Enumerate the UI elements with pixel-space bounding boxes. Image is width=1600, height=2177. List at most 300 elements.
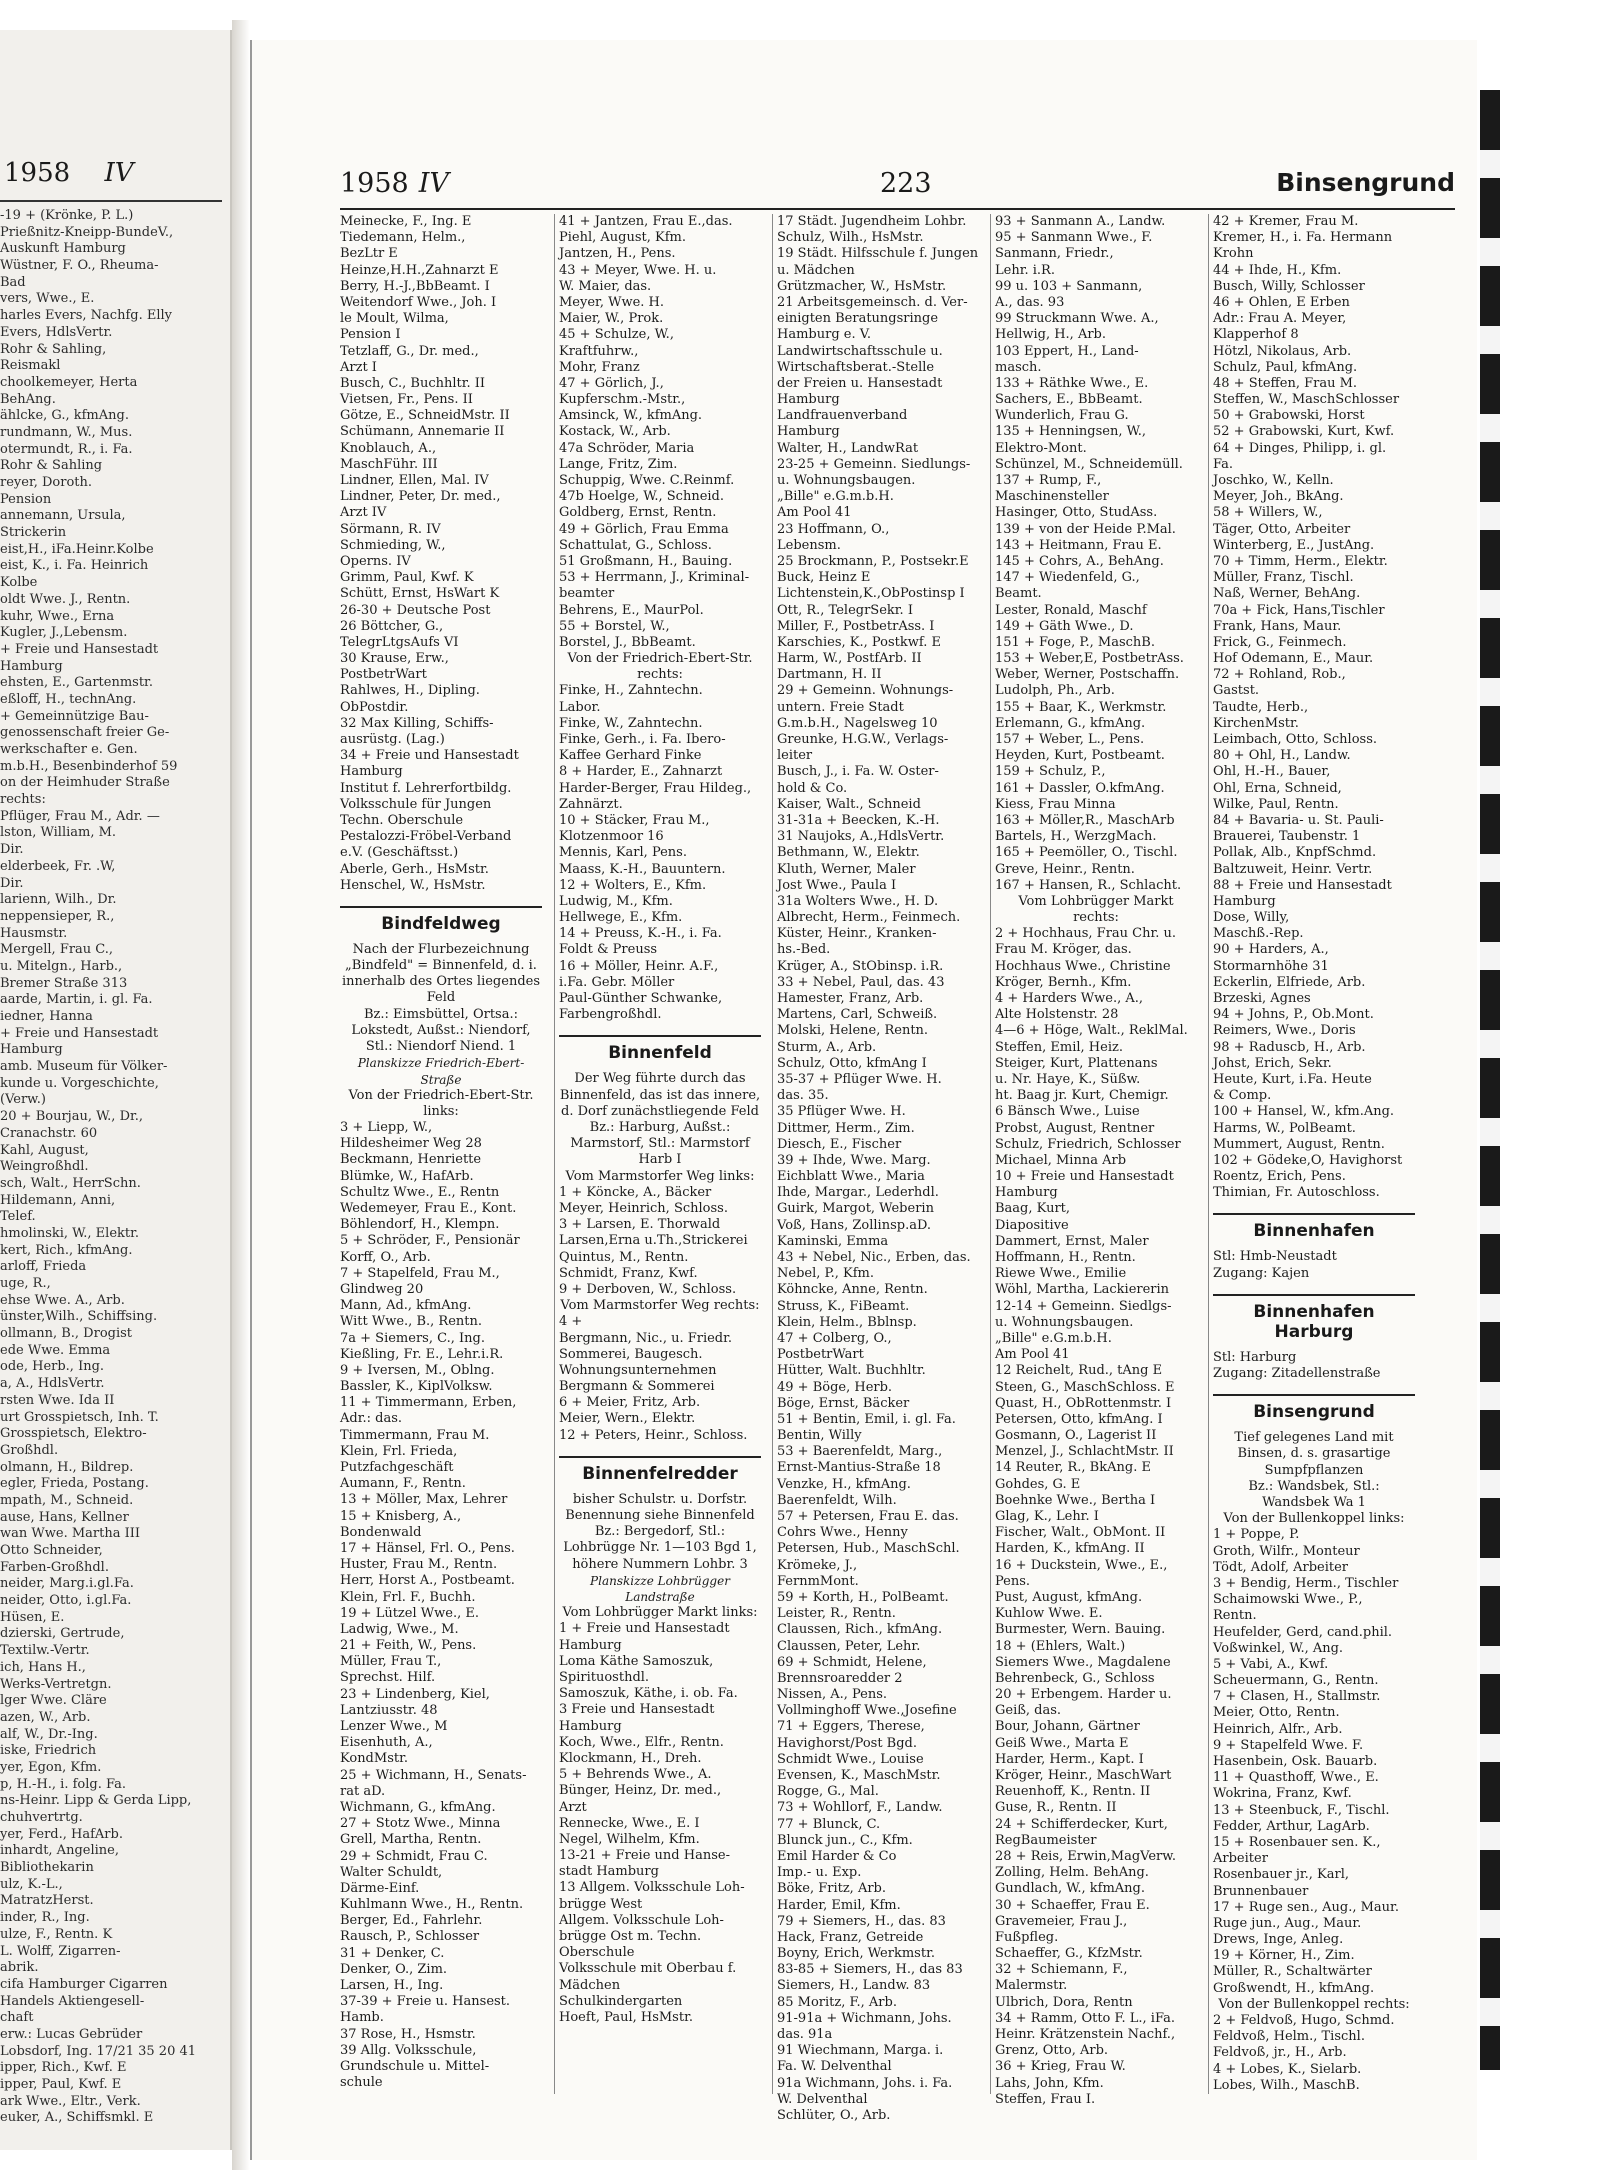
section-title-binnenhafen-harburg: Binnenhafen Harburg [1213,1294,1415,1342]
directory-entry: Malermstr. [995,1978,1068,1994]
directory-entry: PostbetrWart [340,667,427,683]
directory-entry: Schuppig, Wwe. C.Reinmf. [559,473,735,488]
directory-entry: 34 + Ramm, Otto F. L., iFa. [995,2010,1175,2026]
directory-entry: Schmidt Wwe., Louise [777,1751,924,1767]
previous-page-entry: otermundt, R., i. Fa. [0,441,133,457]
directory-entry: Mennis, Karl, Pens. [559,845,687,861]
previous-page-entry: Kolbe [0,575,38,591]
entry-list [555,1621,765,2026]
previous-page-header [4,158,224,188]
previous-page-entry: hmolinski, W., Elektr. [0,1225,140,1241]
directory-entry: 35 Pflüger Wwe. H. [777,1104,906,1120]
directory-entry: 153 + Weber,E, PostbetrAss. [995,651,1184,667]
section-direction: Vom Marmstorfer Weg rechts: [560,1298,760,1314]
directory-entry: 30 Krause, Erw., [340,651,449,667]
directory-entry: 7a + Siemers, C., Ing. [340,1330,485,1346]
directory-entry: Mann, Ad., kfmAng. [340,1298,472,1314]
directory-entry: Menzel, J., SchlachtMstr. II [995,1444,1174,1460]
directory-entry: Heyden, Kurt, Postbeamt. [995,748,1165,764]
header-rule [340,208,1455,210]
directory-entry: Wokrina, Franz, Kwf. [1213,1786,1352,1802]
directory-entry: Scheuermann, G., Rentn. [1213,1673,1379,1689]
directory-entry: Grützmacher, W., HsMstr. [777,278,947,294]
directory-entry: 49 + Böge, Herb. [777,1379,893,1395]
directory-entry: 13 + Steenbuck, F., Tischl. [1213,1802,1390,1818]
directory-entry: Harder, Emil, Kfm. [777,1897,901,1913]
directory-entry: Schulz, Friedrich, Schlosser [995,1136,1181,1152]
directory-entry: 84 + Bavaria- u. St. Pauli- [1213,812,1384,828]
directory-entry: Müller, Franz, Tischl. [1213,570,1354,586]
directory-entry: u. Mädchen [777,262,855,278]
directory-entry: 31a Wolters Wwe., H. D. [777,893,939,909]
directory-entry: Heufelder, Gerd, cand.phil. [1213,1624,1393,1640]
directory-entry: Wilke, Paul, Rentn. [1213,796,1339,812]
previous-page-entry: oldt Wwe. J., Rentn. [0,591,131,607]
previous-page-year: 1958 [4,158,71,188]
directory-entry: Eckerlin, Elfriede, Arb. [1213,974,1366,990]
directory-entry: le Moult, Wilma, [340,311,449,327]
directory-entry: Landfrauenverband [777,408,908,424]
directory-entry: Fedder, Arthur, LagArb. [1213,1818,1370,1834]
section-note: Nach der Flurbezeichnung „Bindfeld" = Binnenfeld, d. i. innerhalb des Ortes liegendes Feld [341,941,541,1006]
directory-entry: Buck, Heinz E [777,570,871,586]
directory-entry: G.m.b.H., Nagelsweg 10 [777,715,938,731]
directory-entry: Geiß Wwe., Marta E [995,1735,1129,1751]
directory-entry: 51 Großmann, H., Bauing. [559,553,733,569]
directory-entry: 11 + Quasthoff, Wwe., E. [1213,1770,1379,1786]
directory-entry: Diesch, E., Fischer [777,1136,902,1152]
directory-entry: 47 + Görlich, J., [559,375,664,391]
directory-entry: Larsen,Erna u.Th.,Strickerei [559,1233,748,1249]
directory-entry: hs.-Bed. [777,942,831,958]
directory-entry: 23 + Lindenberg, Kiel, [340,1686,490,1702]
directory-entry: Larsen, H., Ing. [340,1978,444,1994]
previous-page-entry: iedner, Hanna [0,1009,93,1024]
previous-page-entry: chuhvertrtg. [0,1810,83,1825]
directory-entry: Ernst-Mantius-Straße 18 [777,1460,941,1476]
directory-entry: Albrecht, Herm., Feinmech. [777,910,961,926]
directory-entry: Volksschule mit Oberbau f. [559,1961,737,1977]
directory-entry: Böge, Ernst, Bäcker [777,1395,910,1411]
directory-entry: Sörmann, R. IV [340,521,441,537]
directory-entry: Weber, Werner, Postschaffn. [995,667,1180,683]
directory-entry: 1 + Köncke, A., Bäcker [559,1184,712,1200]
previous-page-entry: + Freie und Hansestadt [0,1025,159,1041]
directory-entry: Voß, Hans, Zollinsp.aD. [777,1217,932,1233]
directory-entry: Kiess, Frau Minna [995,796,1116,812]
previous-page-entry: Lobsdorf, Ing. 17/21 35 20 41 [0,2043,197,2059]
directory-entry: 91-91a + Wichmann, Johs. [777,2010,952,2026]
entry-list [555,683,765,1023]
directory-entry: Böke, Fritz, Arb. [777,1881,887,1897]
previous-page-entry: eßloff, H., technAng. [0,691,137,707]
directory-entry: u. Wohnungsbaugen. [777,473,916,488]
directory-entry: 12 + Peters, Heinr., Schloss. [559,1427,748,1443]
directory-entry: Ulbrich, Dora, Rentn [995,1994,1133,2010]
directory-entry: Schmieding, W., [340,537,446,553]
directory-entry: 6 + Meier, Fritz, Arb. [559,1395,701,1411]
directory-entry: Koch, Wwe., Elfr., Rentn. [559,1734,724,1750]
directory-entry: Gosmann, O., Lagerist II [995,1428,1157,1444]
directory-entry: 31-31a + Beecken, K.-H. [777,812,940,828]
directory-entry: Meyer, Joh., BkAng. [1213,489,1344,505]
directory-entry: Maier, W., Prok. [559,311,664,327]
directory-entry: 21 Arbeitsgemeinsch. d. Ver- [777,294,968,310]
directory-entry: Am Pool 41 [777,505,852,521]
directory-entry: schule [340,2075,383,2091]
directory-entry: Zugang: Kajen [1213,1265,1310,1281]
directory-entry: 15 + Rosenbauer sen. K., [1213,1834,1381,1850]
previous-page-entry: Prießnitz-Kneipp-BundeV., [0,224,174,240]
previous-page-entry: Rohr & Sahling [0,458,103,474]
directory-entry: 14 Reuter, R., BkAng. E [995,1460,1151,1476]
directory-entry: 90 + Harders, A., [1213,942,1329,958]
previous-page-entry: ipper, Paul, Kwf. E [0,2077,122,2092]
previous-page-entry: + Freie und Hansestadt [0,641,159,657]
section-title-binsengrund: Binsengrund [1213,1394,1415,1422]
directory-entry: Frank, Hans, Maur. [1213,618,1342,634]
directory-entry: Riewe Wwe., Emilie [995,1266,1127,1282]
entry-list [1209,1527,1419,1996]
previous-page-entry: ehse Wwe. A., Arb. [0,1292,125,1308]
directory-entry: Roentz, Erich, Pens. [1213,1169,1346,1185]
directory-entry: Rentn. [1213,1608,1257,1624]
directory-entry: Lester, Ronald, Maschf [995,602,1147,618]
previous-page-entry: Reismakl [0,358,61,374]
directory-entry: Hoffmann, H., Rentn. [995,1250,1136,1266]
directory-entry: Schaeffer, G., KfzMstr. [995,1946,1143,1962]
directory-entry: 165 + Peemöller, O., Tischl. [995,845,1178,861]
directory-entry: Emil Harder & Co [777,1848,897,1864]
directory-entry: Lichtenstein,K.,ObPostinsp I [777,586,965,602]
section-direction: Von der Friedrich-Ebert-Str. links: [348,1087,534,1119]
previous-page-entry: ünster,Wilh., Schiffsing. [0,1309,158,1325]
previous-page-entry: 20 + Bourjau, W., Dr., [0,1109,144,1125]
directory-entry: Henschel, W., HsMstr. [340,877,486,893]
directory-entry: Taudte, Herb., [1213,699,1309,715]
directory-entry: Aumann, F., Rentn. [340,1476,466,1492]
directory-entry: Spirituosthdl. [559,1670,650,1686]
directory-entry: Lobes, Wilh., MaschB. [1213,2077,1360,2093]
directory-entry: Sturm, A., Arb. [777,1039,877,1055]
directory-entry: A., das. 93 [995,294,1065,310]
previous-page-entry: u. Mitelgn., Harb., [0,958,123,974]
directory-entry: Beamt. [995,586,1042,602]
directory-entry: FernmMont. [777,1573,859,1589]
directory-entry: 30 + Schaeffer, Frau E. [995,1897,1150,1913]
directory-entry: Grimm, Paul, Kwf. K [340,570,474,586]
directory-entry: 8 + Harder, E., Zahnarzt [559,764,723,780]
directory-entry: Operns. IV [340,553,411,569]
directory-entry: 79 + Siemers, H., das. 83 [777,1913,946,1929]
previous-page-entry: olmann, H., Bildrep. [0,1459,134,1475]
directory-entry: Grenz, Otto, Arb. [995,2043,1109,2059]
directory-entry: Hamburg [1213,893,1276,909]
previous-page-entry: ode, Herb., Ing. [0,1359,105,1375]
directory-entry: Hamburg [995,1185,1058,1201]
page-volume: IV [418,168,449,199]
directory-entry: 91 Wiechmann, Marga. i. [777,2043,944,2059]
directory-entry: Miller, F., PostbetrAss. I [777,618,935,634]
directory-entry: 5 + Schröder, F., Pensionär [340,1233,520,1249]
directory-entry: Müller, R., Schaltwärter [1213,1964,1372,1980]
directory-entry: Weitendorf Wwe., Joh. I [340,294,497,310]
directory-entry: 58 + Willers, W., [1213,505,1323,521]
directory-entry: u. Wohnungsbaugen. [995,1314,1134,1330]
directory-entry: 135 + Henningsen, W., [995,424,1146,440]
directory-entry: 85 Moritz, F., Arb. [777,1994,897,2010]
directory-entry: Kröger, Bernh., Kfm. [995,974,1132,990]
directory-entry: Schümann, Annemarie II [340,424,505,440]
directory-entry: Hamb. [340,2010,384,2026]
previous-page-entry: euker, A., Schiffsmkl. E [0,2110,154,2126]
directory-entry: 133 + Räthke Wwe., E. [995,375,1149,391]
directory-entry: Zugang: Zitadellenstraße [1213,1366,1381,1381]
directory-entry: Maass, K.-H., Bauuntern. [559,861,726,877]
previous-page-entry: Wüstner, F. O., Rheuma- [0,258,159,274]
page-year: 1958 [340,168,409,199]
directory-entry: 43 + Nebel, Nic., Erben, das. [777,1250,971,1265]
directory-entry: 53 + Baerenfeldt, Marg., [777,1444,943,1460]
directory-entry: Schattulat, G., Schloss. [559,537,712,553]
directory-entry: Kießling, Fr. E., Lehr.i.R. [340,1346,504,1362]
directory-entry: Fußpfleg. [995,1929,1059,1945]
directory-entry: Frau M. Kröger, das. [995,942,1132,958]
directory-entry: Denker, O., Zim. [340,1961,448,1977]
directory-entry: 37 Rose, H., Hsmstr. [340,2026,476,2042]
directory-entry: hold & Co. [777,780,848,796]
page-year-volume [340,168,449,199]
directory-entry: Klein, Frl. F., Buchh. [340,1589,476,1605]
previous-page-entry: m.b.H., Besenbinderhof 59 [0,758,178,774]
directory-entry: Brennsroaredder 2 [777,1670,903,1686]
directory-entry: Mummert, August, Rentn. [1213,1136,1385,1152]
directory-entry: Blümke, W., HafArb. [340,1168,474,1184]
directory-entry: Wohnungsunternehmen [559,1362,717,1378]
directory-entry: Maschß.-Rep. [1213,926,1304,942]
previous-page-entry: rsten Wwe. Ida II [0,1392,115,1408]
previous-page-entry: a, A., HdlsVertr. [0,1376,105,1392]
directory-entry: 5 + Vabi, A., Kwf. [1213,1656,1329,1672]
directory-entry: 151 + Foge, P., MaschB. [995,634,1155,650]
directory-entry: Rosenbauer jr., Karl, [1213,1867,1350,1883]
directory-entry: Täger, Otto, Arbeiter [1213,521,1351,537]
directory-entry: Gastst. [1213,683,1260,699]
directory-entry: Borstel, J., BbBeamt. [559,634,696,650]
directory-entry: 3 + Bendig, Herm., Tischler [1213,1575,1399,1591]
section-note: Benennung siehe Binnenfeld [565,1508,755,1524]
directory-entry: Heinr. Krätzenstein Nachf., [995,2027,1176,2043]
directory-entry: Boyny, Erich, Werkmstr. [777,1946,935,1962]
directory-entry: ausrüstg. (Lag.) [340,732,445,747]
directory-entry: Steffen, W., MaschSchlosser [1213,392,1400,408]
directory-entry: Voßwinkel, W., Ang. [1213,1640,1344,1656]
directory-entry: & Comp. [1213,1088,1272,1104]
directory-entry: 98 + Raduscb, H., Arb. [1213,1039,1366,1055]
directory-entry: einigten Beratungsringe [777,311,939,327]
directory-entry: 25 + Wichmann, H., Senats- [340,1767,527,1783]
previous-page-entry: Kugler, J.,Lebensm. [0,625,128,641]
directory-entry: Kaiser, Walt., Schneid [777,796,921,812]
previous-page-entry: harles Evers, Nachfg. Elly [0,308,172,324]
page-number: 223 [880,168,932,199]
directory-entry: 32 Max Killing, Schiffs- [340,715,494,731]
previous-page-entry: Hildemann, Anni, [0,1192,116,1208]
directory-entry: 3 + Liepp, W., [340,1120,433,1136]
entry-list [555,214,765,651]
directory-entry: Wöhl, Martha, Lackiererin [995,1282,1170,1298]
previous-page-entry: rechts: [0,792,46,808]
directory-entry: Kaminski, Emma [777,1233,889,1249]
previous-page-entry: wan Wwe. Martha III [0,1526,140,1542]
directory-entry: Hamester, Franz, Arb. [777,991,924,1006]
directory-entry: Tiedemann, Helm., [340,230,466,246]
directory-entry: 7 + Stapelfeld, Frau M., [340,1265,500,1281]
directory-entry: Heute, Kurt, i.Fa. Heute [1213,1071,1372,1087]
directory-entry: Vollminghoff Wwe.,Josefine [777,1703,957,1719]
directory-entry: Finke, W., Zahntechn. [559,715,703,731]
previous-page-entry: Telef. [0,1209,36,1225]
entry-list [1209,1350,1419,1382]
previous-page-fragment [0,30,232,2150]
section-district: Bz.: Wandsbek, Stl.: Wandsbek Wa 1 [1248,1478,1380,1510]
directory-entry: Tetzlaff, G., Dr. med., [340,343,479,359]
previous-page-entry: ark Wwe., Eltr., Verk. [0,2093,141,2109]
previous-page-entry: kert, Rich., kfmAng. [0,1242,133,1258]
directory-entry: 145 + Cohrs, A., BehAng. [995,553,1164,569]
directory-entry: 19 + Lützel Wwe., E. [340,1605,479,1621]
directory-entry: Naß, Werner, BehAng. [1213,586,1361,602]
previous-page-entry: reyer, Doroth. [0,475,93,490]
previous-page-entry: ns-Heinr. Lipp & Gerda Lipp, [0,1793,192,1809]
directory-entry: Korff, O., Arb. [340,1249,431,1265]
directory-entry: Quast, H., ObRottenmstr. I [995,1395,1172,1411]
directory-entry: Schultz Wwe., E., Rentn [340,1184,500,1200]
directory-entry: Hütter, Walt. Buchhltr. [777,1363,926,1379]
directory-entry: Busch, Willy, Schlosser [1213,278,1365,294]
directory-entry: Petersen, Hub., MaschSchl. [777,1541,960,1557]
previous-page-entry: abrik. [0,1960,39,1976]
directory-entry: 7 + Clasen, H., Stallmstr. [1213,1689,1381,1705]
directory-entry: 9 + Stapelfeld Wwe. F. [1213,1737,1364,1753]
directory-entry: Claussen, Peter, Lehr. [777,1638,921,1654]
directory-entry: „Bille" e.G.m.b.H. [777,489,894,505]
entry-list [1209,1249,1419,1281]
directory-entry: Piehl, August, Kfm. [559,230,686,246]
directory-entry: Schulkindergarten [559,1993,683,2009]
directory-entry: Ludwig, M., Kfm. [559,893,673,909]
directory-entry: Dittmer, Herm., Zim. [777,1120,915,1136]
directory-entry: 17 Städt. Jugendheim Lohbr. [777,214,967,229]
directory-entry: 47a Schröder, Maria [559,440,695,456]
directory-entry: Amsinck, W., kfmAng. [559,408,703,424]
directory-entry: Wirtschaftsberat.-Stelle [777,359,935,375]
directory-entry: 12 + Wolters, E., Kfm. [559,877,707,893]
previous-page-entry: Bremer Straße 313 [0,975,128,991]
directory-entry: 44 + Ihde, H., Kfm. [1213,262,1342,278]
directory-entry: 2 + Feldvoß, Hugo, Schmd. [1213,2013,1395,2029]
directory-entry: Hochhaus Wwe., Christine [995,958,1171,974]
previous-page-entry: vers, Wwe., E. [0,291,95,307]
directory-entry: Johst, Erich, Sekr. [1213,1055,1332,1071]
section-direction: Vom Lohbrügger Markt links: [562,1605,758,1621]
section-district: Bz.: Eimsbüttel, Ortsa.: Lokstedt, Außst.: Niendorf, Stl.: Niendorf Niend. 1 [351,1006,531,1055]
directory-entry: Gundlach, W., kfmAng. [995,1881,1145,1897]
directory-entry: Boehnke Wwe., Bertha I [995,1492,1156,1508]
directory-entry: 167 + Hansen, R., Schlacht. [995,877,1182,893]
directory-entry: Fa. W. Delventhal [777,2059,892,2075]
previous-page-entry: ich, Hans H., [0,1659,86,1675]
directory-entry: Hamburg [777,424,840,440]
street-header: Binsengrund [1276,168,1455,197]
directory-entry: 37-39 + Freie u. Hansest. [340,1994,511,2010]
directory-entry: 73 + Wohllorf, F., Landw. [777,1800,943,1816]
directory-entry: Wichmann, G., kfmAng. [340,1799,496,1815]
directory-entry: Hack, Franz, Getreide [777,1929,924,1945]
directory-entry: 99 u. 103 + Sanmann, [995,278,1143,294]
directory-entry: Schaimowski Wwe., P., [1213,1592,1363,1608]
section-direction: Von der Bullenkoppel links: [1223,1511,1405,1527]
directory-entry: Leister, R., Rentn. [777,1606,896,1622]
directory-entry: stadt Hamburg [559,1864,659,1880]
previous-page-entry: on der Heimhuder Straße [0,775,170,791]
directory-entry: Lindner, Peter, Dr. med., [340,489,501,505]
directory-entry: das. 35. [777,1088,829,1104]
directory-entry: Baltzuweit, Heinr. Vertr. [1213,861,1373,877]
directory-entry: Havighorst/Post Bgd. [777,1735,918,1751]
previous-page-entry: Evers, HdlsVertr. [0,324,113,340]
directory-entry: Jantzen, H., Pens. [559,246,676,262]
directory-entry: Wunderlich, Frau G. [995,408,1129,424]
directory-entry: Hildesheimer Weg 28 [340,1136,482,1152]
directory-entry: Busch, C., Buchhltr. II [340,375,486,391]
previous-page-entry: ählcke, G., kfmAng. [0,408,129,424]
directory-entry: Feldvoß, Helm., Tischl. [1213,2029,1365,2045]
directory-entry: Loma Käthe Samoszuk, [559,1653,714,1669]
directory-entry: Greve, Heinr., Rentn. [995,861,1135,877]
section-subtitle: bisher Schulstr. u. Dorfstr. [572,1491,748,1507]
directory-entry: Kostack, W., Arb. [559,424,671,440]
section-district: Bz.: Bergedorf, Stl.: Lohbrügge Nr. 1—103 Bgd 1, höhere Nummern Lohbr. 3 [563,1524,757,1572]
previous-page-entry: iske, Friedrich [0,1743,97,1759]
section-direction: Vom Lohbrügger Markt rechts: [1018,893,1174,926]
directory-entry: 26 Böttcher, G., [340,618,444,634]
previous-page-entries [0,208,224,2127]
directory-entry: Müller, Frau T., [340,1654,442,1670]
directory-entry: Schlüter, O., Arb. [777,2107,891,2123]
directory-entry: brügge Ost m. Techn. [559,1929,702,1945]
directory-entry: RegBaumeister [995,1832,1097,1848]
directory-entry: Imp.- u. Exp. [777,1865,862,1881]
directory-entry: 17 + Ruge sen., Aug., Maur. [1213,1899,1399,1915]
directory-entry: Paul-Günther Schwanke, [559,991,723,1007]
directory-entry: Allgem. Volksschule Loh- [559,1912,724,1928]
directory-entry: 70a + Fick, Hans,Tischler [1213,602,1385,618]
directory-entry: Nissen, A., Pens. [777,1687,888,1703]
previous-page-rule [0,200,222,202]
directory-entry: Ludolph, Ph., Arb. [995,683,1115,699]
directory-entry: Berry, H.-J.,BbBeamt. I [340,278,490,294]
directory-entry: Grell, Martha, Rentn. [340,1832,482,1848]
directory-entry: 6 Bänsch Wwe., Luise [995,1104,1140,1120]
directory-entry: Siemers, H., Landw. 83 [777,1978,931,1994]
directory-entry: Meier, Otto, Rentn. [1213,1705,1340,1721]
previous-page-entry: ause, Hans, Kellner [0,1509,129,1525]
scanner-edge-strip [1480,90,1500,2070]
previous-page-entry: Handels Aktiengesell- [0,1993,145,2009]
directory-entry: 52 + Grabowski, Kurt, Kwf. [1213,424,1395,440]
directory-entry: Huster, Frau M., Rentn. [340,1557,498,1573]
